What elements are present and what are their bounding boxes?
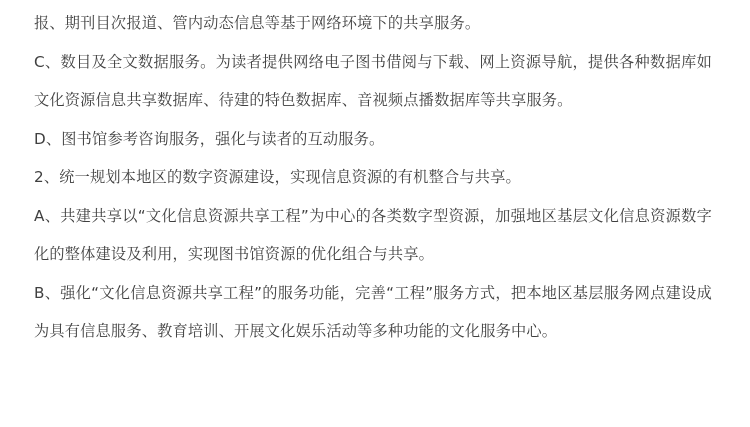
paragraph: D、图书馆参考咨询服务，强化与读者的互动服务。	[34, 129, 385, 148]
paragraph: 2、统一规划本地区的数字资源建设，实现信息资源的有机整合与共享。	[34, 168, 521, 186]
paragraph: C、数目及全文数据服务。为读者提供网络电子图书借阅与下载、网上资源导航，提供各种数据库如文化资源信息共享数据库、待建的特色数据库、音视频点播数据库等共享服务。	[34, 52, 712, 109]
paragraph: A、共建共享以“文化信息资源共享工程”为中心的各类数字型资源，加强地区基层文化信息资源数字化的整体建设及利用，实现图书馆资源的优化组合与共享。	[34, 206, 712, 263]
paragraph: 报、期刊目次报道、管内动态信息等基于网络环境下的共享服务。	[34, 14, 481, 32]
paragraph: B、强化“文化信息资源共享工程”的服务功能，完善“工程”服务方式，把本地区基层服务网点建设成为具有信息服务、教育培训、开展文化娱乐活动等多种功能的文化服务中心。	[34, 283, 712, 340]
